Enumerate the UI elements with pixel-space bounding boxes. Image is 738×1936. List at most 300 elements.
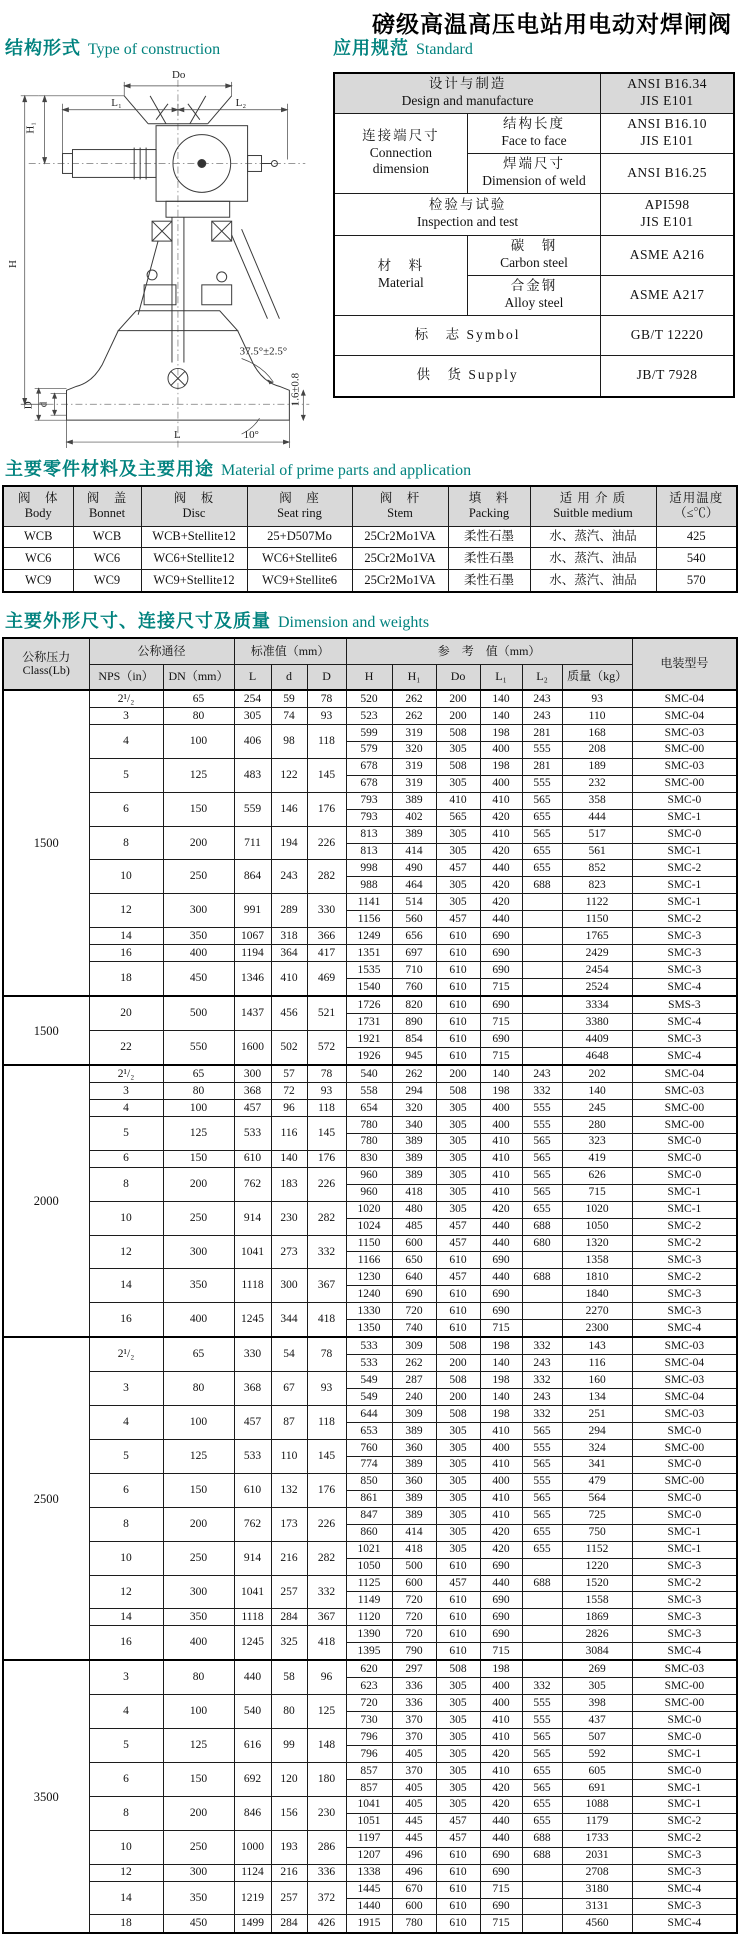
ref-cell: 555: [522, 1116, 562, 1133]
d-cell: 284: [271, 1915, 307, 1933]
cell: [334, 235, 467, 315]
table-row: [3, 1116, 737, 1133]
ref-cell: 440: [480, 911, 522, 928]
cell-text: 填 料: [468, 490, 510, 505]
ref-cell: 690: [480, 1626, 522, 1643]
cell: [601, 355, 734, 397]
ref-cell: [522, 1558, 562, 1575]
dn-cell: 400: [163, 1303, 234, 1337]
dn-cell: 100: [163, 1100, 234, 1117]
ref-cell: 2031: [562, 1847, 632, 1864]
ref-cell: 760: [346, 1440, 392, 1457]
header-cell-std: 标准值（mm）: [234, 638, 346, 664]
ref-cell: 610: [436, 945, 480, 962]
header-cell: [530, 486, 656, 526]
table-row: [3, 1100, 737, 1117]
nps-cell: 3: [89, 1083, 163, 1100]
ref-cell: 323: [562, 1133, 632, 1150]
dn-cell: 100: [163, 1406, 234, 1440]
ref-cell: 565: [522, 1490, 562, 1507]
dimension-table: [2, 637, 738, 1934]
d-cell: 173: [271, 1507, 307, 1541]
ref-cell: SMC-1: [632, 1796, 737, 1813]
d-big-cell: 372: [307, 1881, 346, 1915]
ref-cell: 854: [392, 1031, 436, 1048]
ref-cell: 688: [522, 1830, 562, 1847]
ref-cell: SMC-03: [632, 1660, 737, 1678]
class-cell: 2500: [3, 1337, 89, 1660]
cell: 柔性石墨: [448, 570, 530, 592]
d-big-cell: 332: [307, 1575, 346, 1609]
cell-text: 适 用 介 质: [559, 490, 627, 505]
ref-cell: SMC-0: [632, 1763, 737, 1780]
ref-cell: 565: [522, 1150, 562, 1167]
cell-text: Packing: [468, 506, 510, 521]
ref-cell: 517: [562, 826, 632, 843]
dim-label-h: H: [6, 260, 19, 268]
ref-cell: 485: [392, 1218, 436, 1235]
ref-cell: 2429: [562, 945, 632, 962]
cell: 25+D507Mo: [247, 526, 352, 548]
ref-cell: SMC-2: [632, 1235, 737, 1252]
dn-cell: 200: [163, 826, 234, 860]
ref-cell: SMC-3: [632, 1847, 737, 1864]
d-cell: 140: [271, 1150, 307, 1167]
l-cell: 440: [234, 1660, 271, 1694]
cell-text: 检验与试验: [428, 197, 507, 213]
table-row: [3, 1575, 737, 1592]
ref-cell: 208: [562, 741, 632, 758]
cell-text: Carbon steel: [500, 255, 568, 270]
cell-text: ANSI B16.34: [627, 76, 707, 92]
ref-cell: 678: [346, 758, 392, 775]
cell: [601, 235, 734, 275]
l-cell: 991: [234, 894, 271, 928]
ref-cell: 294: [562, 1423, 632, 1440]
cell-text: Class(Lb): [22, 663, 70, 677]
nps-cell: 14: [89, 1609, 163, 1626]
d-big-cell: 125: [307, 1695, 346, 1729]
ten-deg-label: 10°: [243, 429, 259, 442]
ref-cell: 610: [436, 1626, 480, 1643]
d-cell: 502: [271, 1031, 307, 1065]
ref-cell: 400: [480, 741, 522, 758]
d-cell: 216: [271, 1541, 307, 1575]
ref-cell: 715: [480, 1643, 522, 1661]
ref-cell: 2270: [562, 1303, 632, 1320]
nps-cell: 12: [89, 1235, 163, 1269]
ref-cell: 610: [436, 1303, 480, 1320]
ref-cell: 610: [436, 1014, 480, 1031]
ref-cell: SMC-4: [632, 1881, 737, 1898]
cell-text: ASME A217: [629, 286, 705, 302]
cell-text: ASME A216: [629, 246, 705, 262]
header-cell-type: 电装型号: [632, 638, 737, 690]
header-cell-class: [3, 638, 89, 690]
d-big-cell: 572: [307, 1031, 346, 1065]
class-cell: 1500: [3, 996, 89, 1065]
ref-cell: 813: [346, 843, 392, 860]
ref-cell: 565: [436, 809, 480, 826]
nps-cell: 12: [89, 1864, 163, 1881]
ref-cell: 305: [436, 1423, 480, 1440]
ref-cell: 305: [436, 1133, 480, 1150]
cell-text: Face to face: [501, 133, 567, 148]
ref-cell: 508: [436, 1660, 480, 1678]
d-cell: 344: [271, 1303, 307, 1337]
ref-cell: 565: [522, 1423, 562, 1440]
cell-text: Stem: [387, 506, 413, 521]
ref-cell: SMC-00: [632, 775, 737, 792]
cell: [467, 113, 600, 153]
ref-cell: SMC-0: [632, 1729, 737, 1746]
ref-cell: 610: [436, 1915, 480, 1933]
ref-cell: 1840: [562, 1286, 632, 1303]
table-row: [3, 1695, 737, 1712]
ref-cell: 1558: [562, 1592, 632, 1609]
table-row: [3, 758, 737, 775]
d-big-cell: 332: [307, 1235, 346, 1269]
cell-text: ANSI B16.10: [627, 116, 707, 132]
ref-cell: 565: [522, 1779, 562, 1796]
nps-cell: 2¹/₂: [89, 690, 163, 708]
table-row: [3, 1150, 737, 1167]
d-cell: 183: [271, 1167, 307, 1201]
dim-l1-l2: [63, 104, 288, 160]
table-row: [3, 1881, 737, 1898]
ref-cell: 410: [480, 1150, 522, 1167]
cell: WC9: [3, 570, 73, 592]
d-cell: 410: [271, 962, 307, 996]
table-row: [3, 894, 737, 911]
d-big-cell: 418: [307, 1303, 346, 1337]
d-big-cell: 180: [307, 1763, 346, 1797]
ref-cell: 414: [392, 843, 436, 860]
ref-cell: SMC-03: [632, 1337, 737, 1355]
table-row: [3, 1406, 737, 1423]
d-big-cell: 148: [307, 1729, 346, 1763]
ref-cell: 793: [346, 792, 392, 809]
dn-cell: 80: [163, 1660, 234, 1694]
ref-cell: 1230: [346, 1269, 392, 1286]
ref-cell: 715: [480, 1048, 522, 1066]
section-title-zh: 结构形式: [5, 38, 81, 58]
ref-cell: 305: [436, 1100, 480, 1117]
ref-cell: 565: [522, 1746, 562, 1763]
ref-cell: 305: [436, 1678, 480, 1695]
ref-cell: 168: [562, 724, 632, 741]
ref-cell: 198: [480, 724, 522, 741]
nps-cell: 14: [89, 928, 163, 945]
d-big-cell: 78: [307, 1065, 346, 1083]
d-big-cell: 417: [307, 945, 346, 962]
ref-cell: 280: [562, 1116, 632, 1133]
ref-cell: SMC-04: [632, 1389, 737, 1406]
ref-cell: 2300: [562, 1320, 632, 1338]
ref-cell: 600: [392, 1575, 436, 1592]
ref-cell: 610: [436, 1898, 480, 1915]
nps-cell: 8: [89, 1167, 163, 1201]
l-cell: 1219: [234, 1881, 271, 1915]
ref-cell: 420: [480, 1541, 522, 1558]
ref-cell: 243: [522, 1065, 562, 1083]
ref-cell: 420: [480, 877, 522, 894]
ref-cell: 1520: [562, 1575, 632, 1592]
ref-cell: 565: [522, 1184, 562, 1201]
l-cell: 1041: [234, 1575, 271, 1609]
cell: [601, 315, 734, 355]
ref-cell: 410: [480, 1456, 522, 1473]
l-cell: 846: [234, 1796, 271, 1830]
ref-cell: 93: [562, 690, 632, 708]
ref-cell: 610: [436, 1864, 480, 1881]
ref-cell: 1915: [346, 1915, 392, 1933]
material-table: [2, 485, 738, 593]
d-cell: 230: [271, 1201, 307, 1235]
cell-text: Seat ring: [277, 506, 322, 521]
nps-cell: 16: [89, 945, 163, 962]
ref-cell: SMC-03: [632, 758, 737, 775]
table-row: [3, 1065, 737, 1083]
dn-cell: 80: [163, 1372, 234, 1406]
ref-cell: 605: [562, 1763, 632, 1780]
cell: 水、蒸汽、油品: [530, 548, 656, 570]
ref-cell: 3131: [562, 1898, 632, 1915]
ref-cell: 243: [522, 690, 562, 708]
cell: WC9+Stellite6: [247, 570, 352, 592]
section-header-material: [5, 455, 471, 481]
ref-cell: SMC-0: [632, 792, 737, 809]
ref-cell: 198: [480, 1660, 522, 1678]
ref-cell: 332: [522, 1372, 562, 1389]
cell: WCB+Stellite12: [141, 526, 247, 548]
ref-cell: 610: [436, 979, 480, 997]
d-big-cell: 286: [307, 1830, 346, 1864]
ref-cell: 561: [562, 843, 632, 860]
cell-text: （≤℃）: [674, 506, 719, 521]
d-cell: 216: [271, 1864, 307, 1881]
ref-cell: 418: [392, 1541, 436, 1558]
ref-cell: SMC-2: [632, 1218, 737, 1235]
table-row: [3, 1796, 737, 1813]
ref-cell: 198: [480, 1372, 522, 1389]
cell: 25Cr2Mo1VA: [352, 526, 448, 548]
ref-cell: 400: [480, 1440, 522, 1457]
ref-cell: 725: [562, 1507, 632, 1524]
l-cell: 1346: [234, 962, 271, 996]
d-cell: 87: [271, 1406, 307, 1440]
ref-cell: 960: [346, 1184, 392, 1201]
nps-cell: 18: [89, 962, 163, 996]
page-title: 磅级高温高压电站用电动对焊闸阀: [372, 11, 732, 37]
d-cell: 58: [271, 1660, 307, 1694]
ref-cell: SMC-00: [632, 1695, 737, 1712]
dn-cell: 350: [163, 1269, 234, 1303]
ref-cell: 697: [392, 945, 436, 962]
ref-cell: 410: [436, 792, 480, 809]
table-row: [3, 1473, 737, 1490]
ref-cell: 440: [480, 1218, 522, 1235]
ref-cell: 1179: [562, 1813, 632, 1830]
ref-cell: 243: [522, 1389, 562, 1406]
l-cell: 1245: [234, 1303, 271, 1337]
l-cell: 1000: [234, 1830, 271, 1864]
ref-cell: 720: [392, 1626, 436, 1643]
ref-cell: SMC-00: [632, 1116, 737, 1133]
cell: [601, 73, 734, 113]
ref-cell: 610: [436, 1286, 480, 1303]
l-cell: 1600: [234, 1031, 271, 1065]
ref-cell: 116: [562, 1355, 632, 1372]
ref-cell: 389: [392, 1423, 436, 1440]
d-cell: 120: [271, 1763, 307, 1797]
d-big-cell: 282: [307, 1541, 346, 1575]
nps-cell: 4: [89, 724, 163, 758]
table-row: [3, 1337, 737, 1355]
table-row: [3, 1626, 737, 1643]
section-title-zh: 应用规范: [333, 38, 409, 58]
ref-cell: SMS-3: [632, 996, 737, 1014]
ref-cell: 305: [436, 775, 480, 792]
ref-cell: 508: [436, 724, 480, 741]
nps-cell: 2¹/₂: [89, 1337, 163, 1371]
table-row: [3, 860, 737, 877]
ref-cell: 540: [346, 1065, 392, 1083]
ref-cell: 440: [480, 1235, 522, 1252]
ref-cell: SMC-0: [632, 1167, 737, 1184]
cell: 570: [656, 570, 737, 592]
cell: 柔性石墨: [448, 526, 530, 548]
header-cell: DN（mm）: [163, 664, 234, 690]
ref-cell: 457: [436, 860, 480, 877]
table-row: [3, 1507, 737, 1524]
ref-cell: 1535: [346, 962, 392, 979]
ref-cell: 243: [522, 708, 562, 725]
ref-cell: 715: [562, 1184, 632, 1201]
dn-cell: 300: [163, 1575, 234, 1609]
l-cell: 762: [234, 1507, 271, 1541]
ref-cell: 420: [480, 1746, 522, 1763]
ref-cell: 813: [346, 826, 392, 843]
ref-cell: 720: [392, 1303, 436, 1320]
ref-cell: SMC-4: [632, 1915, 737, 1933]
ref-cell: 389: [392, 1150, 436, 1167]
table-row: [334, 113, 734, 153]
ref-cell: 1358: [562, 1252, 632, 1269]
ref-cell: 730: [346, 1712, 392, 1729]
ref-cell: 360: [392, 1473, 436, 1490]
d-big-cell: 336: [307, 1864, 346, 1881]
ref-cell: 1207: [346, 1847, 392, 1864]
ref-cell: SMC-04: [632, 690, 737, 708]
d-cell: 54: [271, 1337, 307, 1371]
ref-cell: 305: [436, 1490, 480, 1507]
dn-cell: 100: [163, 724, 234, 758]
d-big-cell: 78: [307, 1337, 346, 1371]
d-big-cell: 93: [307, 1083, 346, 1100]
ref-cell: 740: [392, 1320, 436, 1338]
cell: [601, 113, 734, 153]
dn-cell: 300: [163, 1864, 234, 1881]
dn-cell: 80: [163, 708, 234, 725]
ref-cell: 419: [562, 1150, 632, 1167]
ref-cell: 457: [436, 1813, 480, 1830]
ref-cell: 655: [522, 843, 562, 860]
nps-cell: 3: [89, 1660, 163, 1694]
ref-cell: 860: [346, 1524, 392, 1541]
ref-cell: 796: [346, 1746, 392, 1763]
nps-cell: 18: [89, 1915, 163, 1933]
ref-cell: 410: [480, 1184, 522, 1201]
ref-cell: 610: [436, 1881, 480, 1898]
cell: [334, 315, 601, 355]
l-cell: 406: [234, 724, 271, 758]
ref-cell: SMC-0: [632, 1507, 737, 1524]
ref-cell: 790: [392, 1643, 436, 1661]
ref-cell: 437: [562, 1712, 632, 1729]
table-header-row: [3, 638, 737, 664]
dn-cell: 250: [163, 1541, 234, 1575]
ref-cell: [522, 1014, 562, 1031]
dn-cell: 350: [163, 928, 234, 945]
d-cell: 98: [271, 724, 307, 758]
cell-text: 阀 体: [17, 490, 59, 505]
cell: [334, 113, 467, 193]
ref-cell: 1445: [346, 1881, 392, 1898]
ref-cell: 1197: [346, 1830, 392, 1847]
ref-cell: 400: [480, 1100, 522, 1117]
header-cell: [448, 486, 530, 526]
l-cell: 711: [234, 826, 271, 860]
ref-cell: 3334: [562, 996, 632, 1014]
header-cell: L₁: [480, 664, 522, 690]
d-big-cell: 118: [307, 1100, 346, 1117]
ref-cell: 626: [562, 1167, 632, 1184]
d-big-cell: 176: [307, 792, 346, 826]
ref-cell: 400: [480, 775, 522, 792]
ref-cell: 1020: [346, 1201, 392, 1218]
cell-text: 阀 杆: [379, 490, 421, 505]
ref-cell: 610: [436, 1592, 480, 1609]
ref-cell: 140: [480, 690, 522, 708]
ref-cell: 305: [436, 1729, 480, 1746]
ref-cell: SMC-3: [632, 1252, 737, 1269]
section-title-zh: 主要外形尺寸、连接尺寸及质量: [5, 611, 271, 631]
l-cell: 914: [234, 1541, 271, 1575]
cell: 水、蒸汽、油品: [530, 526, 656, 548]
ref-cell: 1125: [346, 1575, 392, 1592]
ref-cell: 400: [480, 1473, 522, 1490]
ref-cell: 410: [480, 826, 522, 843]
ref-cell: SMC-3: [632, 1898, 737, 1915]
ref-cell: 140: [480, 1389, 522, 1406]
ref-cell: SMC-1: [632, 809, 737, 826]
nps-cell: 10: [89, 1830, 163, 1864]
ref-cell: 341: [562, 1456, 632, 1473]
d-big-cell: 521: [307, 996, 346, 1030]
d-big-cell: 426: [307, 1915, 346, 1933]
dn-cell: 450: [163, 962, 234, 996]
cell-text: Suitble medium: [553, 506, 633, 521]
ref-cell: SMC-3: [632, 1864, 737, 1881]
ref-cell: SMC-0: [632, 1456, 737, 1473]
table-row: [3, 1372, 737, 1389]
ref-cell: 655: [522, 1796, 562, 1813]
ref-cell: 400: [480, 1116, 522, 1133]
ref-cell: 1024: [346, 1218, 392, 1235]
ref-cell: 444: [562, 809, 632, 826]
l-cell: 483: [234, 758, 271, 792]
